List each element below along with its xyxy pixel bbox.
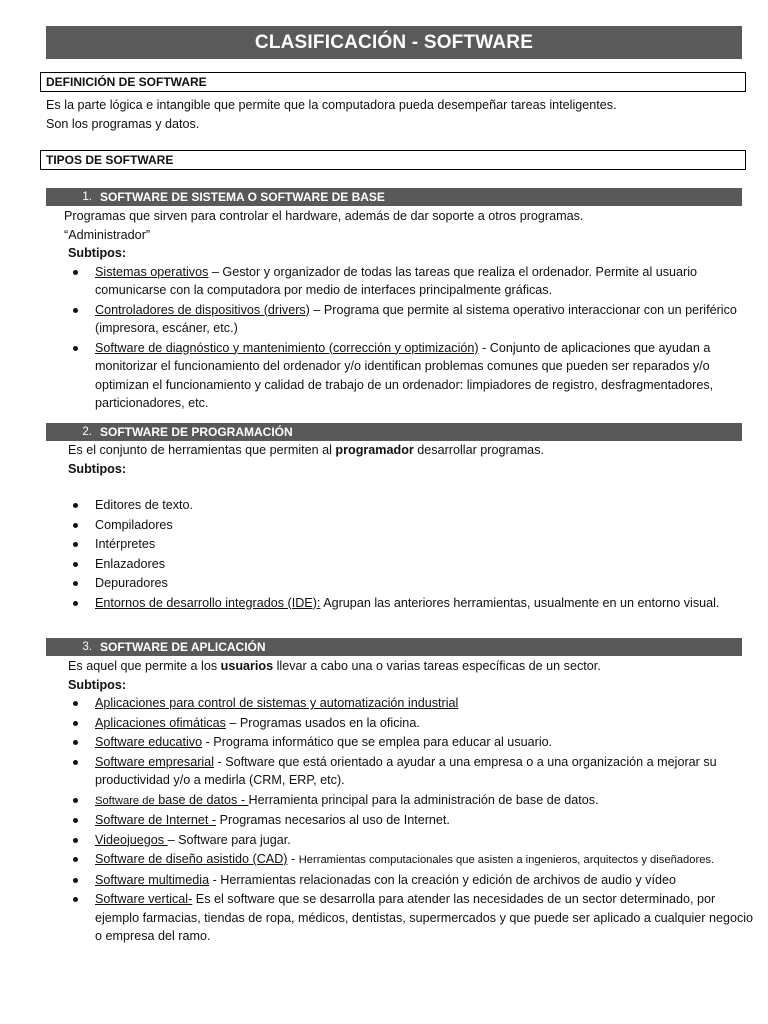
- item-desc: - Programa informático que se emplea para educar al usuario.: [202, 735, 553, 749]
- list-item: [64, 753, 758, 790]
- section-3-bar: [46, 638, 742, 656]
- section-1-body: [64, 207, 754, 414]
- item-desc: - Herramientas relacionadas con la creación y edición de archivos de audio y vídeo: [209, 872, 677, 887]
- desc-bold: programador: [335, 443, 414, 457]
- list-item: [64, 594, 758, 613]
- list-item: [64, 496, 758, 515]
- item-desc: Agrupan las anteriores herramientas, usualmente en un entorno visual.: [320, 595, 720, 610]
- section-2-list: [64, 496, 758, 612]
- section-2-subtipos-label: Subtipos:: [68, 461, 127, 476]
- item-term: base de datos -: [154, 792, 249, 807]
- section-3-desc: [68, 657, 758, 676]
- section-1-subtipos-label: Subtipos:: [68, 246, 127, 260]
- item-text: Intérpretes: [95, 537, 156, 551]
- section-1-desc-2: “Administrador”: [64, 227, 151, 242]
- list-item: [64, 694, 758, 713]
- list-item: [64, 831, 758, 850]
- definition-heading: DEFINICIÓN DE SOFTWARE: [40, 72, 746, 92]
- item-desc: Programas necesarios al uso de Internet.: [216, 813, 450, 827]
- section-2-desc: [68, 441, 758, 460]
- definition-text-2: Son los programas y datos.: [46, 117, 200, 131]
- list-item: [64, 339, 754, 413]
- item-text: Compiladores: [95, 517, 173, 532]
- item-desc-small: Herramientas computacionales que asisten a ingenieros, arquitectos y diseñadores.: [298, 854, 715, 866]
- item-term: Entornos de desarrollo integrados (IDE):: [95, 595, 321, 610]
- list-item: [64, 791, 758, 811]
- bullet-icon: [73, 562, 78, 567]
- item-term: Software educativo: [95, 735, 203, 749]
- definition-text-1: Es la parte lógica e intangible que permite que la computadora pueda desempeñar tareas inteligentes.: [46, 98, 617, 112]
- list-item: [64, 301, 754, 338]
- item-desc: - Conjunto de aplicaciones que ayudan a monitorizar el funcionamiento del ordenador y/o identifican problemas comunes que pueden ser reparados y/o optimizan el funcionamiento y calidad de trabajo de un ordenador: limpiadores de registro, desfragmentadores, particionadores, etc.: [95, 340, 714, 410]
- list-item: [64, 850, 758, 870]
- section-2-number: 2.: [82, 426, 92, 438]
- section-1-title: SOFTWARE DE SISTEMA O SOFTWARE DE BASE: [100, 190, 385, 204]
- item-desc: -: [287, 852, 299, 866]
- item-desc: – Gestor y organizador de todas las tareas que realiza el ordenador. Permite al usuario comunicarse con la computadora por medio de interfaces principalmente gráficas.: [95, 264, 698, 297]
- item-term: Software de diagnóstico y mantenimiento (corrección y optimización): [95, 340, 479, 355]
- bullet-icon: [73, 818, 78, 823]
- list-item: [64, 535, 758, 554]
- page-title: CLASIFICACIÓN - SOFTWARE: [46, 26, 742, 59]
- item-term: Software multimedia: [95, 872, 210, 887]
- item-text: Depuradores: [95, 576, 168, 590]
- bullet-icon: [73, 878, 78, 883]
- list-item: [64, 516, 758, 535]
- item-desc: – Programa que permite al sistema operativo interaccionar con un periférico (impresora, escáner, etc.): [95, 302, 737, 335]
- bullet-icon: [73, 740, 78, 745]
- types-heading: TIPOS DE SOFTWARE: [40, 150, 746, 170]
- item-term: Controladores de dispositivos (drivers): [95, 302, 310, 317]
- section-2-title: SOFTWARE DE PROGRAMACIÓN: [100, 425, 293, 439]
- bullet-icon: [73, 838, 78, 843]
- item-desc: – Programas usados en la oficina.: [225, 715, 420, 730]
- section-1-list: [64, 263, 754, 413]
- item-desc: Es el software que se desarrolla para atender las necesidades de un sector determinado, por ejemplo farmacias, tiendas de ropa, médicos, dentistas, supermercados y que puede ser aplicado a cualquier negocio o empresa del ramo.: [95, 892, 754, 943]
- bullet-icon: [73, 721, 78, 726]
- item-desc: - Software que está orientado a ayudar a una empresa o a una organización a mejorar su productividad y/o a medirla (CRM, ERP, etc).: [95, 754, 717, 787]
- section-2-bar: [46, 423, 742, 441]
- list-item: [64, 714, 758, 733]
- bullet-icon: [73, 346, 78, 351]
- item-term-small: Software de: [95, 794, 155, 807]
- desc-bold: usuarios: [220, 659, 274, 673]
- section-3-list: [64, 694, 758, 946]
- item-term: Software vertical-: [95, 892, 193, 906]
- item-term: Aplicaciones para control de sistemas y automatización industrial: [95, 696, 459, 710]
- bullet-icon: [73, 601, 78, 606]
- section-3-body: [68, 657, 758, 947]
- list-item: [64, 871, 758, 890]
- list-item: [64, 555, 758, 574]
- bullet-icon: [73, 523, 78, 528]
- section-3-number: 3.: [82, 641, 92, 653]
- list-item: [64, 574, 758, 593]
- bullet-icon: [73, 270, 78, 275]
- bullet-icon: [73, 542, 78, 547]
- bullet-icon: [73, 760, 78, 765]
- item-text: Enlazadores: [95, 556, 166, 571]
- section-1-desc-1: Programas que sirven para controlar el hardware, además de dar soporte a otros programas.: [64, 209, 584, 223]
- desc-text: Es el conjunto de herramientas que permiten al: [68, 443, 336, 457]
- item-term: Videojuegos: [95, 832, 168, 847]
- desc-text: llevar a cabo una o varias tareas específicas de un sector.: [273, 659, 601, 673]
- bullet-icon: [73, 857, 78, 862]
- bullet-icon: [73, 581, 78, 586]
- item-term: Software empresarial: [95, 754, 214, 769]
- list-item: [64, 811, 758, 830]
- section-1-bar: [46, 188, 742, 206]
- list-item: [64, 733, 758, 752]
- bullet-icon: [73, 798, 78, 803]
- bullet-icon: [73, 308, 78, 313]
- section-3-subtipos-label: Subtipos:: [68, 677, 127, 692]
- item-text: Editores de texto.: [95, 498, 194, 512]
- list-item: [64, 263, 754, 300]
- item-term: Software de Internet -: [95, 813, 217, 827]
- bullet-icon: [73, 701, 78, 706]
- section-3-title: SOFTWARE DE APLICACIÓN: [100, 640, 266, 654]
- section-1-number: 1.: [82, 191, 92, 203]
- item-desc: – Software para jugar.: [167, 832, 291, 847]
- item-term: Sistemas operativos: [95, 264, 209, 279]
- item-term: Software de diseño asistido (CAD): [95, 852, 288, 866]
- list-item: [64, 890, 758, 946]
- section-2-body: [68, 441, 758, 613]
- desc-text: desarrollar programas.: [413, 443, 544, 457]
- desc-text: Es aquel que permite a los: [68, 659, 221, 673]
- item-desc: Herramienta principal para la administración de base de datos.: [248, 792, 599, 807]
- bullet-icon: [73, 897, 78, 902]
- item-term: Aplicaciones ofimáticas: [95, 715, 226, 730]
- bullet-icon: [73, 503, 78, 508]
